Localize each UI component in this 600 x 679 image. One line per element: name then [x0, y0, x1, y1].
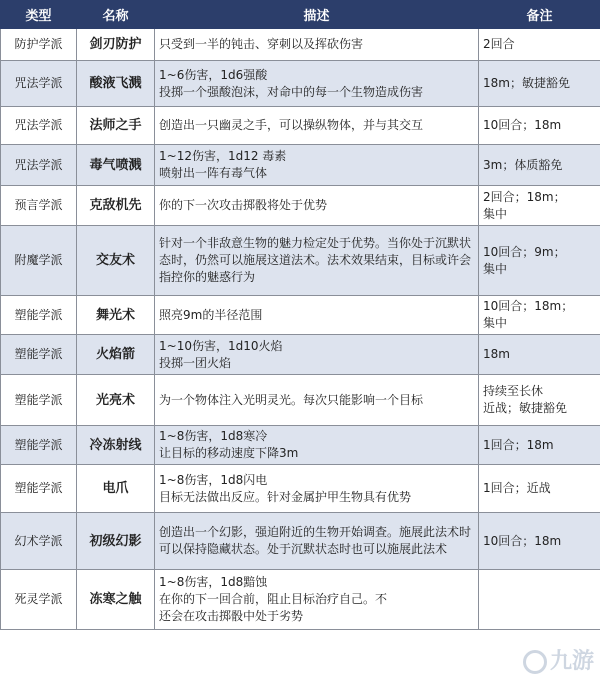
description-line: 投掷一个强酸泡沫，对命中的每一个生物造成伤害	[159, 84, 424, 99]
note-line: 18m；敏捷豁免	[483, 76, 570, 90]
cell-spell-name: 光亮术	[77, 375, 155, 426]
cell-spell-name: 法师之手	[77, 107, 155, 145]
cell-description	[155, 375, 479, 426]
cell-type: 塑能学派	[1, 335, 77, 375]
cell-note	[479, 61, 600, 107]
cell-spell-name: 舞光术	[77, 296, 155, 335]
cell-description	[155, 465, 479, 513]
cell-note	[479, 375, 600, 426]
table-row	[1, 426, 600, 465]
cell-description	[155, 570, 479, 630]
description-line: 1~10伤害，1d10火焰	[159, 338, 283, 353]
cell-spell-name: 冻寒之触	[77, 570, 155, 630]
cell-note	[479, 29, 600, 61]
description-line: 投掷一团火焰	[159, 355, 232, 370]
table-row	[1, 296, 600, 335]
description-line: 1~8伤害，1d8寒冷	[159, 429, 268, 443]
cell-type: 幻术学派	[1, 513, 77, 570]
cell-spell-name: 电爪	[77, 465, 155, 513]
header-type: 类型	[1, 1, 77, 29]
cell-spell-name: 酸液飞溅	[77, 61, 155, 107]
cell-type: 咒法学派	[1, 61, 77, 107]
header-note: 备注	[479, 1, 600, 29]
cell-type: 附魔学派	[1, 226, 77, 296]
table-row	[1, 107, 600, 145]
cell-type: 塑能学派	[1, 375, 77, 426]
cell-note	[479, 296, 600, 335]
cell-note	[479, 186, 600, 226]
table-row	[1, 145, 600, 186]
cell-spell-name: 冷冻射线	[77, 426, 155, 465]
description-line: 喷射出一阵有毒气体	[159, 166, 268, 180]
note-line: 集中	[483, 261, 508, 276]
cell-note	[479, 570, 600, 630]
note-line: 10回合；18m	[483, 118, 562, 132]
description-line: 还会在攻击掷骰中处于劣势	[159, 609, 304, 623]
description-line: 让目标的移动速度下降3m	[159, 446, 299, 460]
cell-type: 塑能学派	[1, 465, 77, 513]
note-line: 10回合；9m；	[483, 244, 566, 259]
note-line: 1回合；近战	[483, 481, 551, 495]
cell-description	[155, 61, 479, 107]
note-line: 近战；敏捷豁免	[483, 401, 568, 415]
description-line: 只受到一半的钝击、穿刺以及挥砍伤害	[159, 37, 364, 51]
description-line: 1~6伤害，1d6强酸	[159, 67, 268, 82]
cell-spell-name: 克敌机先	[77, 186, 155, 226]
note-line: 2回合；18m；	[483, 189, 566, 204]
note-line: 3m；体质豁免	[483, 157, 563, 172]
note-line: 10回合；18m；	[483, 299, 574, 313]
cell-description	[155, 513, 479, 570]
cell-description	[155, 426, 479, 465]
watermark-logo-icon	[523, 650, 547, 674]
cell-description	[155, 335, 479, 375]
cell-type: 死灵学派	[1, 570, 77, 630]
note-line: 持续至长休	[483, 384, 544, 398]
table-row	[1, 375, 600, 426]
cell-note	[479, 426, 600, 465]
description-line: 为一个物体注入光明灵光。每次只能影响一个目标	[159, 392, 424, 407]
cell-spell-name: 初级幻影	[77, 513, 155, 570]
cell-type: 塑能学派	[1, 296, 77, 335]
cell-description	[155, 296, 479, 335]
cell-type: 咒法学派	[1, 145, 77, 186]
description-line: 针对一个非敌意生物的魅力检定处于优势。当你处于沉默状态时，仍然可以施展这道法术。法术效果结束，目标或许会指控你的魅惑行为	[159, 236, 472, 284]
description-line: 1~8伤害，1d8闪电	[159, 472, 268, 487]
cell-description	[155, 186, 479, 226]
table-row	[1, 29, 600, 61]
cell-type: 防护学派	[1, 29, 77, 61]
cell-spell-name: 火焰箭	[77, 335, 155, 375]
description-line: 创造出一只幽灵之手，可以操纵物体，并与其交互	[159, 118, 424, 132]
description-line: 在你的下一回合前，阻止目标治疗自己。不	[159, 592, 388, 606]
description-line: 1~8伤害，1d8黯蚀	[159, 575, 268, 589]
table-row	[1, 61, 600, 107]
cell-description	[155, 226, 479, 296]
table-row	[1, 186, 600, 226]
note-line: 2回合	[483, 37, 515, 51]
table-body	[1, 29, 600, 630]
header-name: 名称	[77, 1, 155, 29]
note-line: 18m	[483, 347, 510, 361]
watermark-text: 九游	[549, 649, 594, 674]
cell-description	[155, 145, 479, 186]
description-line: 创造出一个幻影，强迫附近的生物开始调查。施展此法术时可以保持隐藏状态。处于沉默状态时也可以施展此法术	[159, 525, 472, 556]
table-row	[1, 335, 600, 375]
description-line: 照亮9m的半径范围	[159, 307, 263, 322]
cell-type: 塑能学派	[1, 426, 77, 465]
table-row	[1, 465, 600, 513]
note-line: 10回合；18m	[483, 533, 562, 548]
cell-note	[479, 145, 600, 186]
cell-spell-name: 毒气喷溅	[77, 145, 155, 186]
cell-note	[479, 465, 600, 513]
note-line: 集中	[483, 206, 508, 221]
cell-type: 预言学派	[1, 186, 77, 226]
table-row	[1, 226, 600, 296]
watermark	[523, 644, 594, 675]
cell-note	[479, 335, 600, 375]
cell-note	[479, 226, 600, 296]
note-line: 1回合；18m	[483, 437, 554, 452]
description-line: 目标无法做出反应。针对金属护甲生物具有优势	[159, 489, 412, 504]
header-desc: 描述	[155, 1, 479, 29]
cell-spell-name: 剑刃防护	[77, 29, 155, 61]
cell-note	[479, 513, 600, 570]
cell-description	[155, 107, 479, 145]
cell-description	[155, 29, 479, 61]
cell-type: 咒法学派	[1, 107, 77, 145]
cell-spell-name: 交友术	[77, 226, 155, 296]
table-row	[1, 570, 600, 630]
header-row	[1, 1, 600, 29]
note-line: 集中	[483, 316, 508, 330]
table-row	[1, 513, 600, 570]
description-line: 你的下一次攻击掷骰将处于优势	[159, 198, 328, 212]
description-line: 1~12伤害，1d12 毒素	[159, 149, 287, 163]
cell-note	[479, 107, 600, 145]
